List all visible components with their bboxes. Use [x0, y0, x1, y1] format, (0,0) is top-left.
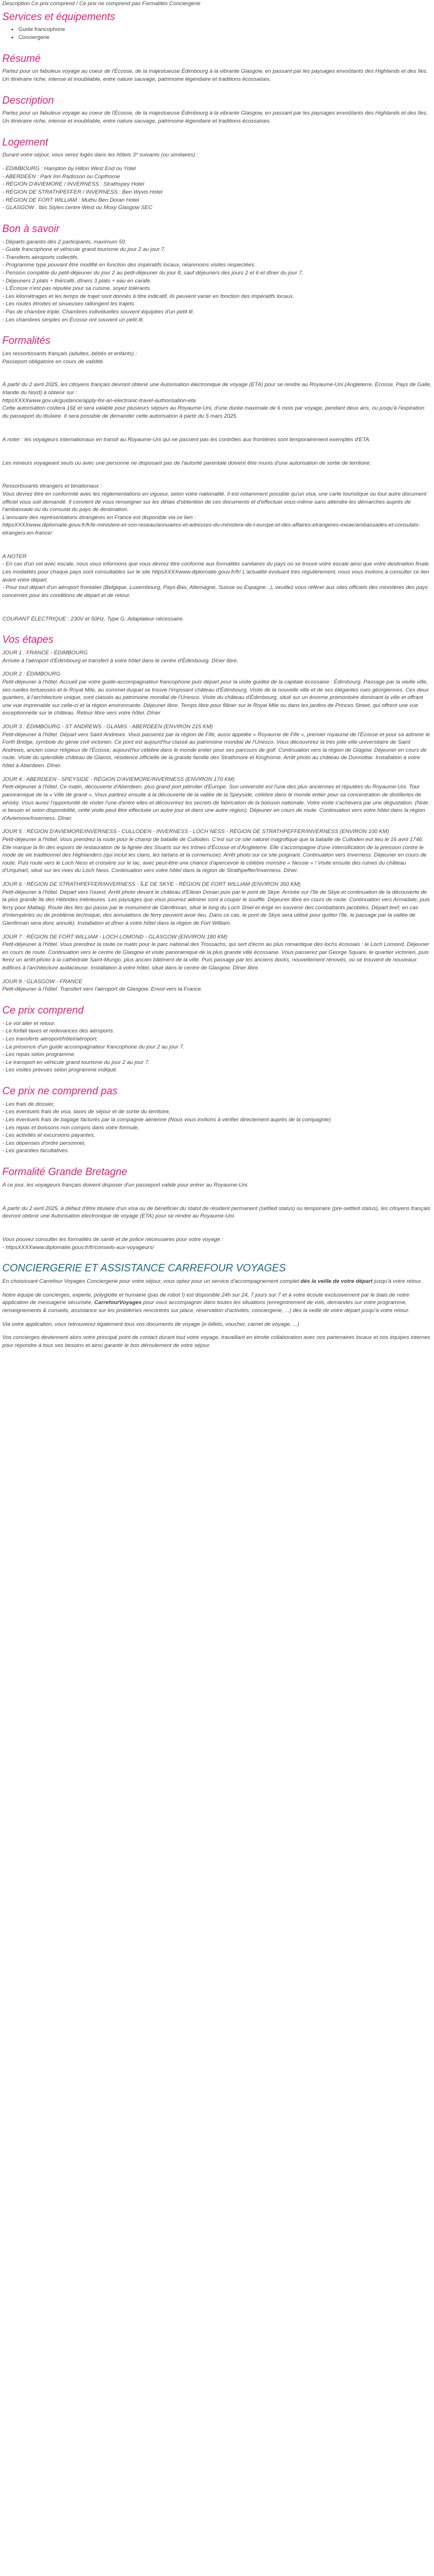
day-block — [2, 649, 432, 665]
conciergerie-app-name: CarrefourVoyages — [94, 1299, 142, 1306]
description-title: Description — [2, 94, 54, 106]
resume-title: Résumé — [2, 52, 41, 64]
day-heading: JOUR 2 : ÉDIMBOURG — [2, 671, 61, 678]
day-heading: JOUR 5 : RÉGION D'AVIEMORE/INVERNESS - CULLODEN - INVERNESS - LOCH NESS - RÉGION DE STRATHPEFFER/INVERNESS (ENVIRON 100 KM) — [2, 828, 389, 835]
prix-comprend-text: - Le vol aller et retour. - Le forfait taxes et redevances des aéroports. - Les transferts aéroport/hôtel/aéroport. - La présence d'un guide accompagnateur francophone du jour 2 au jour 7. - Les repas selon programme. - Le transport en véhicule grand tourisme du jour 2 au jour 7. - Les visites prévues selon programme indiqué. — [2, 1020, 185, 1074]
day-heading: JOUR 7 : RÉGION DE FORT WILLIAM - LOCH LOMOND - GLASGOW (ENVIRON 180 KM) — [2, 933, 228, 940]
prix-comprend-section — [2, 1005, 432, 1074]
conciergerie-p2 — [2, 1291, 432, 1315]
services-item: • Guide francophone — [18, 26, 432, 34]
conciergerie-p4: Vos concierges deviennent alors votre principal point de contact durant tout votre voyage, travaillant en étroite collaboration avec nos partenaires locaux et nos équipes internes pour répondre à tous vos besoins et ainsi garantir le bon déroulement de votre séjour. — [2, 1334, 432, 1349]
day-heading: JOUR 6 : RÉGION DE STRATHPEFFER/INVERNESS - ÎLE DE SKYE - RÉGION DE FORT WILLIAM (ENVIRON 350 KM) — [2, 881, 301, 888]
services-section — [2, 11, 432, 42]
etapes-section — [2, 634, 432, 994]
conciergerie-title: CONCIERGERIE ET ASSISTANCE CARREFOUR VOYAGES — [2, 1262, 286, 1274]
day-text: Petit-déjeuner à l'hôtel. Départ vers l'ouest. Arrêt photo devant le château d'Eilean Donan puis par le pont de Skye. Arrivée sur l'île de Skye et continuation de la découverte de la plus grande île des Hébrides intérieures. Les paysages que vous pourrez admirer sont à couper le souffle. Déjeuner libre en cours de route. Continuation vers Armadale, puis ferry pour Mallaig. Route des îles qui passe par le monument de Glenfinnan, situé le long du Loch Shiel et érigé en souvenir des combattants jacobites. Départ bref, en cas d'intempéries ou de problème technique, des annulations de ferry peuvent avoir lieu. Dans ce cas, le pont de Skye sera utilisé pour quitter l'île, le passage par la vallée de Glenfinnan sera donc annulé). Installation et dîner à votre hôtel dans la région de Fort William. — [2, 889, 432, 927]
services-item: • Conciergerie — [18, 34, 432, 42]
day-heading: JOUR 3 : ÉDIMBOURG - ST ANDREWS - GLAMIS - ABERDEEN (ENVIRON 215 KM) — [2, 724, 213, 731]
conciergerie-p1 — [2, 1278, 432, 1286]
formalite-gb-title: Formalité Grande Bretagne — [2, 1166, 128, 1178]
prix-ne-comprend-section — [2, 1086, 432, 1155]
bon-a-savoir-title: Bon à savoir — [2, 222, 60, 234]
logement-intro: Durant votre séjour, vous serez logés dans les hôtels 3* suivants (ou similaires) : — [2, 152, 199, 159]
day-heading: JOUR 8 : GLASGOW - FRANCE — [2, 978, 82, 985]
conciergerie-p1-before: En choisissant Carrefour Voyages Conciergerie pour votre séjour, vous optez pour un service d'accompagnement complet — [2, 1278, 301, 1285]
etapes-title: Vos étapes — [2, 634, 54, 646]
day-text: Petit-déjeuner à l'hôtel. Ce matin, découverte d'Aberdeen, plus grand port pétrolier d'Europe. Son université est l'une des plus anciennes et réputées du Royaume-Uni. Tour panoramique de la « Ville de granit ». Vous partirez ensuite à la découverte de la vallée de la Speyside, célèbre dans le monde entier pour sa concentration de distilleries de whisky. Vous aurez l'opportunité de visiter l'une d'entre elles et découvrirez les secrets de fabrication de la boisson nationale. Votre visite s'achèvera par une dégustation. (Note : si besoin et selon disponibilité, cette visite peut être effectuée un autre jour et dans une autre région). Déjeuner en cours de route. Continuation vers votre hôtel dans la région d'Aviemore/Inverness. Dîner. — [2, 784, 433, 822]
resume-text: Partez pour un fabuleux voyage au coeur de l'Écosse, de la majestueuse Édimbourg à la vibrante Glasgow, en passant par les paysages envoûtants des Highlands et des îles. Un itinéraire riche, intense et inoubliable, entre nature sauvage, patrimoine légendaire et traditions écossaises. — [2, 68, 429, 83]
description-text: Partez pour un fabuleux voyage au coeur de l'Écosse, de la majestueuse Édimbourg à la vibrante Glasgow, en passant par les paysages envoûtants des Highlands et des îles. Un itinéraire riche, intense et inoubliable, entre nature sauvage, patrimoine légendaire et traditions écossaises. — [2, 110, 429, 125]
description-section — [2, 95, 432, 125]
formalites-title: Formalités — [2, 335, 51, 347]
day-heading: JOUR 1 : FRANCE - ÉDIMBOURG — [2, 650, 88, 657]
day-block — [2, 978, 432, 994]
logement-title: Logement — [2, 136, 49, 148]
conciergerie-p2-before: Notre équipe de concierges, experte, polyglotte et humaine (pas de robot !) est disponible 24h sur 24, 7 jours sur 7 et à votre écoute exclusivement par le biais de notre application de messagerie sécurisée, — [2, 1291, 411, 1306]
logement-section — [2, 137, 432, 212]
day-text: Petit-déjeuner à l'hôtel. Accueil par votre guide-accompagnateur francophone puis départ pour la visite guidée de la capitale écossaise : Édimbourg. Passage par la vieille ville, ses ruelles tortueuses et le Royal Mile, au sommet duquel se trouve l'imposant château d'Édimbourg. Visite de la nouvelle ville et de ses élégantes rues géorgiennes. Ces deux quartiers, à l'architecture unique, sont classés au patrimoine mondial de l'Unesco. Visite du château d'Édimbourg, situé sur un énorme promontoire dominant la ville et offrant une vue imprenable sur celle-ci et la région environnante. Déjeuner libre. Temps libre pour flâner sur le Royal Mile ou dans les jardins de Princes Street, qui offrent une vue exceptionnelle sur le château. Retour libre vers votre hôtel. Dîner — [2, 678, 431, 717]
day-text: Petit-déjeuner à l'hôtel. Départ vers Saint Andrews. Vous passerez par la région de Fife, aussi appelée « Royaume de Fife », premier royaume de l'Écosse et pour sa admirer le Forth Bridge, symbole du génie civil victorien. Ce pont est aujourd'hui classé au patrimoine mondial de l'Unesco. Vous découvrirez la très jolie ville universitaire de Saint Andrews, ancien coeur religieux de l'Écosse, aujourd'hui célèbre dans le monde entier pour ses parcours de golf. Continuation vers la région de Glagow. Déjeuner en cours de route. Visite du splendide château de Glamis, résidence officielle de la grande famille des Strathmore et Kinghorne. Arrêt photo au château de Dunnottar. Installation à votre hôtel à Aberdeen. Dîner. — [2, 731, 432, 769]
conciergerie-p1-after: jusqu'à votre retour. — [372, 1278, 423, 1285]
conciergerie-section — [2, 1263, 432, 1349]
day-block — [2, 670, 432, 717]
resume-section — [2, 53, 432, 84]
day-heading: JOUR 4 : ABERDEEN - SPEYSIDE - RÉGION D'AVIEMORE/INVERNESS (ENVIRON 170 KM) — [2, 776, 235, 783]
day-text: Petit-déjeuner à l'hôtel. Vous prendrez la route ce matin pour le parc national des Trossachs, qui sert d'écrin au plus romantique des lochs écossais : le Loch Lomond. Déjeuner en cours de route. Continuation vers le centre de Glasgow et visite panoramique de la plus grande ville écossaise. Vous passerez par George Square, le quartier victorien, puis ferez un arrêt-photo à la cathédrale Saint-Mungo, plus ancien bâtiment de la ville. Puis passage par les anciens docks, nouvellement rénovés, où se trouvent de nouveaux édifices à l'architecture audacieuse. Installation à votre hôtel, situé dans le centre de Glasgow. Dîner libre. — [2, 941, 431, 972]
day-text: Arrivée à l'aéroport d'Édimbourg et transfert à votre hôtel dans le centre d'Édimbourg. Dîner libre. — [2, 657, 239, 664]
bon-a-savoir-section — [2, 223, 432, 324]
prix-comprend-title: Ce prix comprend — [2, 1004, 84, 1016]
day-block — [2, 828, 432, 875]
top-line: Description Ce prix comprend / Ce prix ne comprend pas Formalités Conciergerie — [2, 1, 201, 7]
prix-ne-comprend-text: - Les frais de dossier, - Les éventuels frais de visa, taxes de séjour et de sortie du territoire, - Les éventuels frais de bagage facturés par la compagnie aérienne (Nous vous invitons à vérifier directement auprès de la compagnie) - Les repas et boissons non compris dans votre formule, - Les activités et excursions payantes, - Les dépenses d'ordre personnel, - Les garanties facultatives. — [2, 1101, 331, 1155]
prix-ne-comprend-title: Ce prix ne comprend pas — [2, 1085, 118, 1097]
day-block — [2, 881, 432, 928]
services-title: Services et équipements — [2, 10, 116, 22]
conciergerie-p3: Via votre application, vous retrouverez également tous vos documents de voyage (e-billets, voucher, carnet de voyage, ...) — [2, 1321, 299, 1328]
logement-hotels: - ÉDIMBOURG : Hampton by Hilton West End ou Yotel - ABERDEEN : Park Inn Radisson ou Copthorne - RÉGION D'AVIEMORE / INVERNESS : Strathspey Hotel - RÉGION DE STRATHPEFFER / INVERNESS : Ben Wyvis Hotel - RÉGION DE FORT WILLIAM : Muthu Ben Doran Hotel - GLASGOW : Ibis Styles centre West ou Moxy Glasgow SEC — [2, 166, 163, 211]
formalite-gb-section — [2, 1167, 432, 1251]
services-list — [2, 26, 432, 41]
day-text: Petit-déjeuner à l'hôtel. Transfert vers l'aéroport de Glasgow. Envol vers la France. — [2, 986, 203, 993]
bon-a-savoir-text: - Départs garantis dès 2 participants, maximum 50. - Guide francophone et véhicule grand tourisme du jour 2 au jour 7. - Transferts aéroports collectifs. - Programme type pouvant être modifié en fonction des impératifs locaux, néanmoins visites respectées. - Pension complète du petit-déjeuner du jour 2 au petit-déjeuner du jour 8, sauf déjeuners des jours 2 et 6 et dîner du jour 7. - Déjeuners 2 plats + thé/café, dîners 3 plats + eau en carafe. - L'Écosse n'est pas réputée pour sa cuisine, soyez tolérants. - Les kilométrages et les temps de trajet sont donnés à titre indicatif, ils peuvent varier en fonction des impératifs locaux. - Les routes étroites et sinueuses rallongent les trajets. - Pas de chambre triple. Chambres individuelles souvent équipées d'un petit lit. - Les chambres simples en Écosse ont souvent un petit lit. — [2, 238, 303, 323]
day-block — [2, 723, 432, 770]
formalites-text: Les ressortissants français (adultes, bébés et enfants) : Passeport obligatoire en cours de validité. À partir du 2 avril 2025, les citoyens français devront obtenir une Autorisation électronique de voyage (ETA) pour se rendre au Royaume-Uni (Angleterre, Écosse, Pays de Galle, Irlande du Nord) à obtenir sur : httpsXXXXwww.gov.uk/guidance/apply-for-an-electronic-travel-authorisation-eta Cette autorisation coûtera 16£ et sera valable pour plusieurs séjours au Royaume-Uni, d'une durée maximale de 6 mois par voyage, pendant deux ans, ou jusqu'à l'expiration du passeport du titulaire. Il sera possible de demander cette autorisation à partir du 5 mars 2025. A noter : les voyageurs internationaux en transit au Royaume-Uni qui ne passent pas les contrôles aux frontières sont temporairement exemptés d'ETA. Les mineurs voyageant seuls ou avec une personne ne disposant pas de l'autorité parentale doivent être munis d'une autorisation de sortie de territoire. Ressortissants étrangers et binationaux : Vous devrez être en conformité avec les réglementations en vigueur, selon votre nationalité. Il est notamment possible qu'un visa, une carte touristique ou tout autre document officiel vous soit demandé. Il convient de vous renseigner sur les délais d'obtention de ces documents et d'effectuer vous-même sans attendre les démarches auprès de l'ambassade ou du consulat du pays de destination. L'annuaire des représentations étrangères en France est disponible via ce lien : httpsXXXXwww.diplomatie.gouv.fr/fr/le-ministere-et-son-reseau/annuaires-et-adresses-du-ministere-de-l-europe-et-des-affaires-etrangeres-meae/ambassades-et-consulats-etrangers-en-france/ A NOTER - En cas d'un vol avec escale, nous vous informons que vous devrez être conforme aux formalités sanitaires du pays où se trouve votre escale ainsi que votre destination finale. Les modalités pour chaque pays sont consultables sur le site httpsXXXXwww.diplomatie.gouv.fr/fr/ L'actualité évoluant très régulièrement, nous vous invitons à consulter ce lien avant votre départ. - Pour tout départ d'un aéroport frontalier (Belgique, Luxembourg, Pays-Bas, Allemagne, Suisse ou Espagne...), veuillez vous référer aux sites officiels des ministères des pays concernés pour les conditions de départ et de retour. COURANT ÉLECTRIQUE : 230V et 50Hz. Type G. Adaptateur nécessaire. — [2, 351, 432, 622]
formalite-gb-text: A ce jour, les voyageurs français doivent disposer d'un passeport valide pour entrer au Royaume-Uni. À partir du 2 avril 2025, à défaut d'être titulaire d'un visa ou de bénéficier du statut de résident permanent (settled status) ou temporaire (pre-settled status), les citoyens français devront obtenir une Autorisation électronique de voyage (ETA) pour se rendre au Royaume-Uni. Vous pouvez consulter les formalités de santé et de police nécessaires pour votre voyage : - httpsXXXXwww.diplomatie.gouv.fr/fr/conseils-aux-voyageurs/ — [2, 1181, 431, 1251]
day-text: Petit-déjeuner à l'hôtel. Vous prendrez la route pour le champ de bataille de Culloden. C'est sur ce site naturel magnifique que la bataille de Culloden eut lieu le 16 avril 1746. Elle marque la fin des espoirs de restauration de la lignée des Stuarts sur les trônes d'Écosse et d'Angleterre. Elle s'accompagne d'une intensification de la pression contre le mode de vie traditionnel des Highlanders (qui inclut les clans, les tartans et la cornemuse). Arrêt photo sur ce site poignant. Continuation vers Inverness. Déjeuner en cours de route. Puis route vers le Loch Ness et croisière sur le lac, avec peut-être une chance d'apercevoir le célèbre monstre « Nessie » ! Visite ensuite des ruines du château d'Urquhart, situé sur les rives du Loch Ness. Continuation vers votre hôtel dans la région de Strathpeffer/Inverness. Dîner. — [2, 836, 428, 874]
day-block — [2, 776, 432, 823]
day-block — [2, 933, 432, 972]
conciergerie-p1-bold: dès la veille de votre départ — [300, 1278, 373, 1285]
formalites-section — [2, 335, 432, 623]
conciergerie-p2-after: pour vous accompagner dans toutes les situations (enregistrement de vols, demandes sur votre programme, renseignements & conseils, assistance sur les problèmes rencontrés sur place, réservation d'activités, conciergerie, ...) dès la veille de votre départ jusqu'à votre retour. — [2, 1299, 410, 1314]
